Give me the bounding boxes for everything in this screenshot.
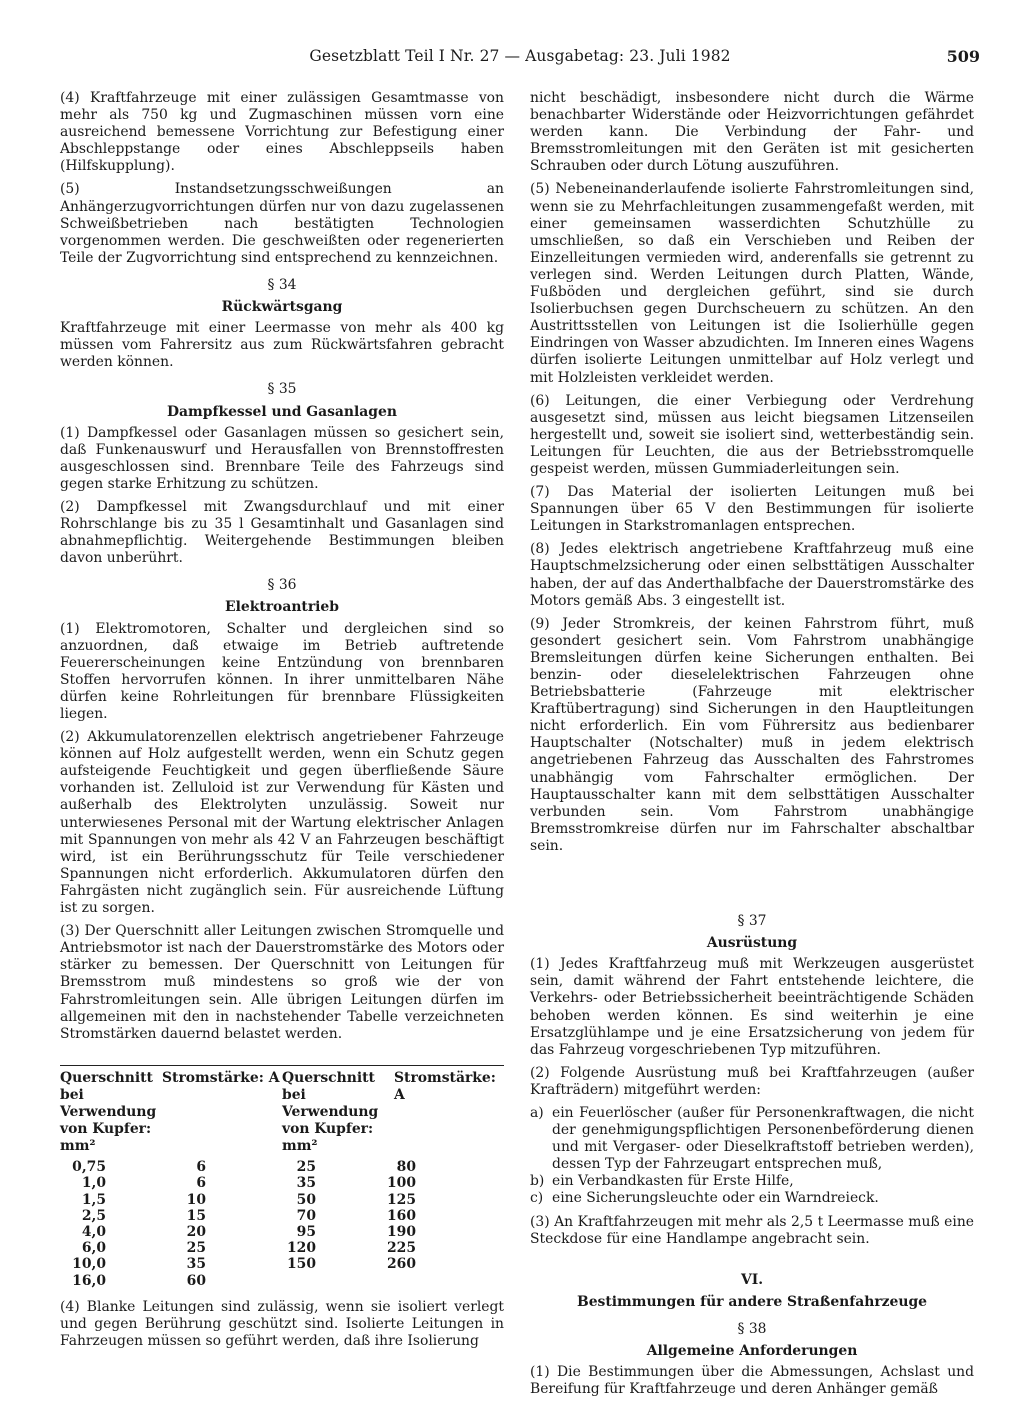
table-cell: 16,0 — [72, 1272, 106, 1289]
section-number: § 38 — [737, 1320, 767, 1337]
paragraph: (2) Dampfkessel mit Zwangsdurchlauf und mit einer Rohrschlange bis zu 35 l Gesamtinhalt und Gasanlagen sind abnahmepflichtig. Weitergehende Bestimmungen bleiben davon unberührt. — [60, 498, 504, 567]
table-cell: 25 — [186, 1240, 206, 1257]
table-row — [60, 1273, 504, 1289]
table-row — [60, 1208, 504, 1224]
section-title: Allgemeine Anforderungen — [646, 1343, 858, 1359]
paragraph: (6) Leitungen, die einer Verbiegung oder Verdrehung ausgesetzt sind, müssen aus leicht biegsamen Litzenseilen hergestellt und, soweit sie isoliert sind, wetterbeständig sein. Leitungen für Leuchten, die aus der Betriebsstromquelle gespeist werden, müssen Gummiaderleitungen sein. — [530, 392, 974, 477]
table-cell: 120 — [287, 1240, 316, 1257]
paragraph: (2) Folgende Ausrüstung muß bei Kraftfahrzeugen (außer Krafträdern) mitgeführt werden: — [530, 1064, 974, 1098]
table-cell: 35 — [186, 1256, 206, 1273]
paragraph: (7) Das Material der isolierten Leitungen muß bei Spannungen über 65 V den Bestimmungen für isolierte Leitungen in Starkstromanlagen entsprechen. — [530, 484, 974, 535]
section-number: § 34 — [267, 276, 297, 293]
list-item — [530, 1105, 974, 1173]
list-label: a) — [530, 1104, 544, 1121]
section-title: Rückwärtsgang — [221, 299, 343, 316]
paragraph: (4) Blanke Leitungen sind zulässig, wenn sie isoliert verlegt und gegen Berührung geschützt sind. Isolierte Leitungen in Fahrzeugen müssen so geführt werden, daß ihre Isolierung — [60, 1298, 504, 1350]
paragraph: Kraftfahrzeuge mit einer Leermasse von mehr als 400 kg müssen vom Fahrersitz aus zum Rückwärtsfahren gebracht werden können. — [60, 320, 504, 371]
section-number: § 36 — [267, 577, 297, 594]
table-cell: 6 — [196, 1175, 206, 1192]
section-title: Dampfkessel und Gasanlagen — [167, 403, 397, 420]
part-number: VI. — [740, 1271, 764, 1288]
left-column — [60, 90, 504, 1356]
paragraph: (1) Die Bestimmungen über die Abmessungen, Achslast und Bereifung für Kraftfahrzeuge und deren Anhänger gemäß — [530, 1364, 974, 1398]
table-cell: 2,5 — [81, 1207, 106, 1224]
paragraph: (2) Akkumulatorenzellen elektrisch angetriebener Fahrzeuge können auf Holz aufgestellt werden, wenn ein Schutz gegen aufsteigende Feuchtigkeit und gegen überfließende Säure vorhanden ist. Zelluloid ist zur Verwendung für Kästen und außerhalb des Elektrolyten unzulässig. Soweit nur unterwiesenes Personal mit der Wartung elektrischer Anlagen mit Spannungen von mehr als 42 V an Fahrzeugen beschäftigt wird, ist ein Berührungsschutz für Teile verschiedener Spannungen nicht erforderlich. Akkumulatoren dürfen den Fahrgästen nicht zugänglich sein. Für ausreichende Lüftung ist zu sorgen. — [60, 729, 504, 917]
table-cell: 20 — [186, 1224, 206, 1241]
list-label: b) — [530, 1173, 545, 1190]
list-item — [530, 1190, 974, 1207]
right-column — [530, 90, 974, 1404]
equipment-list — [530, 1105, 974, 1208]
table-cell: 15 — [186, 1207, 206, 1224]
paragraph: (3) An Kraftfahrzeugen mit mehr als 2,5 t Leermasse muß eine Steckdose für eine Handlampe angebracht sein. — [530, 1213, 974, 1247]
table-cell: 225 — [387, 1240, 416, 1257]
table-cell: 6 — [196, 1159, 206, 1176]
table-cell: 10,0 — [72, 1256, 106, 1273]
column-header: Stromstärke: A — [394, 1069, 496, 1103]
table-header — [60, 1070, 504, 1155]
table-row — [60, 1192, 504, 1208]
list-text: eine Sicherungsleuchte oder ein Warndreieck. — [552, 1190, 879, 1207]
paragraph: (5) Instandsetzungsschweißungen an Anhängerzugvorrichtungen dürfen nur von dazu zugelassenen Schweißbetrieben nach bestätigten Technologien vorgenommen werden. Die geschweißten oder regenerierten Teile der Zugvorrichtung sind entsprechend zu kennzeichnen. — [60, 181, 504, 266]
running-title: Gesetzblatt Teil I Nr. 27 — Ausgabetag: 23. Juli 1982 — [309, 47, 731, 65]
paragraph: (1) Jedes Kraftfahrzeug muß mit Werkzeugen ausgerüstet sein, damit während der Fahrt entstehende leichtere, die Verkehrs- oder Betriebssicherheit beeinträchtigende Schäden behoben werden können. Es sind weiterhin je eine Ersatzglühlampe und je eine Ersatzsicherung von jedem für das Fahrzeug vorgeschriebenen Typ mitzuführen. — [530, 956, 974, 1058]
table-cell: 1,0 — [81, 1175, 106, 1192]
page-number: 509 — [946, 47, 980, 66]
section-number: § 35 — [267, 381, 297, 398]
paragraph: (4) Kraftfahrzeuge mit einer zulässigen Gesamtmasse von mehr als 750 kg und Zugmaschinen müssen vorn eine ausreichend bemessene Vorrichtung zur Befestigung einer Abschleppstange oder eines Abschleppseils haben (Hilfskupplung). — [60, 90, 504, 175]
table-cell: 160 — [387, 1207, 416, 1224]
paragraph: (3) Der Querschnitt aller Leitungen zwischen Stromquelle und Antriebsmotor ist nach der Dauerstromstärke des Motors oder stärker zu bemessen. Der Querschnitt von Leitungen für Bremsstrom muß mindestens so groß wie der von Fahrstromleitungen sein. Alle übrigen Leitungen dürfen im allgemeinen mit den in nachstehender Tabelle verzeichneten Stromstärken dauernd belastet werden. — [60, 923, 504, 1042]
table-cell: 190 — [387, 1224, 416, 1241]
list-item — [530, 1173, 974, 1190]
paragraph: nicht beschädigt, insbesondere nicht durch die Wärme benachbarter Widerstände oder Heizvorrichtungen gefährdet werden kann. Die Verbindung der Fahr- und Bremsstromleitungen mit den Geräten ist mit gesicherten Schrauben oder durch Lötung auszuführen. — [530, 90, 974, 175]
part-title: Bestimmungen für andere Straßenfahrzeuge — [576, 1293, 928, 1310]
table-cell — [316, 1273, 416, 1289]
table-cell: 1,5 — [81, 1191, 106, 1208]
table-cell: 260 — [387, 1256, 416, 1273]
table-cell: 4,0 — [81, 1224, 106, 1241]
list-label: c) — [530, 1190, 544, 1207]
column-header: Stromstärke: A — [162, 1069, 280, 1086]
section-number: § 37 — [737, 913, 767, 930]
column-header: Querschnitt bei Verwendung von Kupfer: mm² — [60, 1069, 157, 1155]
table-cell: 6,0 — [81, 1240, 106, 1257]
table-cell — [206, 1273, 316, 1289]
table-cell: 150 — [287, 1256, 316, 1273]
paragraph: (1) Elektromotoren, Schalter und dergleichen sind so anzuordnen, daß etwaige im Betrieb auftretende Feuererscheinungen keine Entzündung von brennbaren Stoffen hervorrufen können. In ihrer unmittelbaren Nähe dürfen keine Rohrleitungen für brennbare Flüssigkeiten liegen. — [60, 620, 504, 722]
table-cell: 10 — [186, 1191, 206, 1208]
table-cell: 0,75 — [72, 1159, 106, 1176]
table-cell: 80 — [396, 1159, 416, 1176]
table-row — [60, 1240, 504, 1256]
paragraph: (8) Jedes elektrisch angetriebene Kraftfahrzeug muß eine Hauptschmelzsicherung oder einen selbsttätigen Ausschalter haben, der auf das Anderthalbfache der Dauerstromstärke des Motors gemäß Abs. 3 eingestellt ist. — [530, 541, 974, 609]
paragraph: (1) Dampfkessel oder Gasanlagen müssen so gesichert sein, daß Funkenauswurf und Herausfallen von Brennstoffresten ausgeschlossen sind. Brennbare Teile des Fahrzeugs sind gegen starke Erhitzung zu schützen. — [60, 424, 504, 492]
table-row — [60, 1224, 504, 1240]
section-title: Ausrüstung — [706, 935, 798, 952]
list-text: ein Feuerlöscher (außer für Personenkraftwagen, die nicht der genehmigungspflichtigen Personenbeförderung dienen und mit Vergaser- oder Dieselkraftstoff betrieben werden), dessen Typ der Fahrzeugart entsprechen muß, — [552, 1104, 974, 1173]
table-cell: 25 — [296, 1159, 316, 1176]
table-cell: 95 — [296, 1224, 316, 1241]
paragraph: (5) Nebeneinanderlaufende isolierte Fahrstromleitungen sind, wenn sie zu Mehrfachleitungen zusammengefaßt werden, mit einer gemeinsamen wasserdichten Schutzhülle zu umschließen, so daß ein Verschieben und Reiben der Einzelleitungen vermieden wird, anderenfalls sie getrennt zu verlegen sind. Werden Leitungen durch Platten, Wände, Fußböden und dergleichen geführt, sind sie durch Isolierbuchsen gegen Durchscheuern zu schützen. An den Austrittsstellen von Leitungen ist die Isolierhülle gegen Eindringen von Wasser abzudichten. Im Inneren eines Wagens dürfen isolierte Leitungen unmittelbar auf Holz verlegt und mit Holzleisten verkleidet werden. — [530, 181, 974, 386]
table-cell: 50 — [296, 1191, 316, 1208]
paragraph: (9) Jeder Stromkreis, der keinen Fahrstrom führt, muß gesondert gesichert sein. Vom Fahrstrom unabhängige Bremsleitungen dürfen keine Sicherungen enthalten. Bei benzin- oder dieselelektrischen Fahrzeugen ohne Betriebsbatterie (Fahrzeuge mit elektrischer Kraftübertragung) sind Sicherungen in den Hauptleitungen nicht erforderlich. Ein vom Führersitz aus bedienbarer Hauptschalter (Notschalter) muß in jedem elektrisch angetriebenen Fahrzeug das Ausschalten des Fahrstromes unabhängig vom Fahrschalter ermöglichen. Der Hauptausschalter kann mit dem selbsttätigen Ausschalter verbunden sein. Vom Fahrstrom unabhängige Bremsstromkreise dürfen nur im Fahrschalter abschaltbar sein. — [530, 615, 974, 854]
section-title: Elektroantrieb — [225, 599, 339, 616]
page-header — [60, 47, 980, 69]
list-text: ein Verbandkasten für Erste Hilfe, — [552, 1173, 794, 1190]
table-cell: 125 — [387, 1191, 416, 1208]
table-cell: 100 — [387, 1175, 416, 1192]
table-cell: 70 — [296, 1207, 316, 1224]
table-cell: 35 — [296, 1175, 316, 1192]
current-table — [60, 1065, 504, 1289]
column-header: Querschnitt bei Verwendung von Kupfer: mm² — [282, 1069, 379, 1155]
table-row — [60, 1175, 504, 1191]
table-cell: 60 — [186, 1272, 206, 1289]
table-row — [60, 1256, 504, 1272]
table-row — [60, 1159, 504, 1175]
